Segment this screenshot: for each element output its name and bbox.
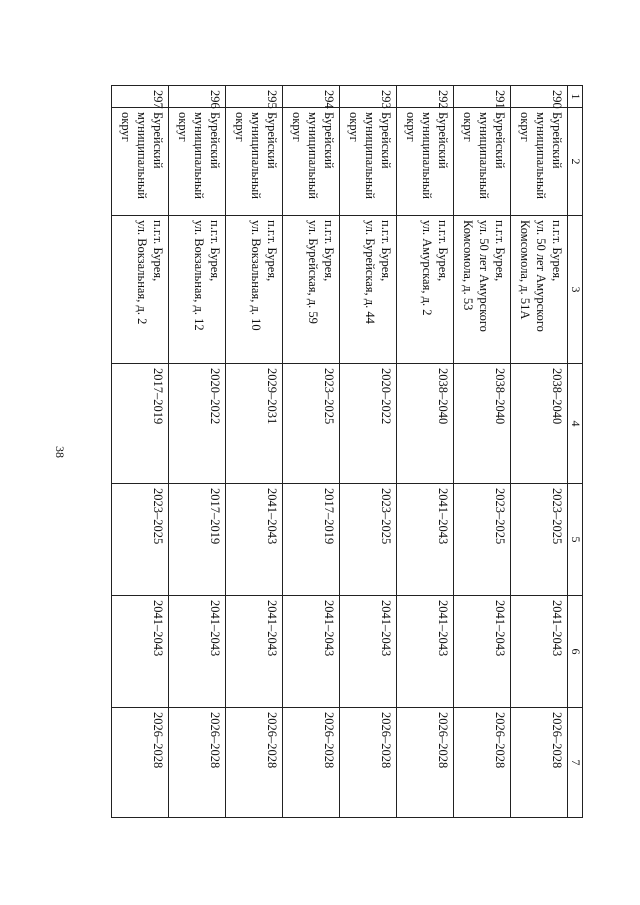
period-cell-7: 2026–2028: [397, 708, 454, 818]
period-cell-7: 2026–2028: [454, 708, 511, 818]
period-cell-6: 2041–2043: [340, 596, 397, 708]
row-number-cell: 292: [397, 86, 454, 108]
period-cell-5: 2023–2025: [454, 484, 511, 596]
period-cell-6: 2041–2043: [454, 596, 511, 708]
district-cell: [340, 108, 397, 216]
period-cell-5: 2023–2025: [112, 484, 169, 596]
period-cell-5: 2017–2019: [283, 484, 340, 596]
district-cell-line: муниципальный: [192, 112, 206, 199]
district-cell-line: муниципальный: [420, 112, 434, 199]
row-number-cell: 297: [112, 86, 169, 108]
district-cell-line: муниципальный: [363, 112, 377, 199]
period-cell-7: 2026–2028: [283, 708, 340, 818]
address-cell-line: ул. Вокзальная, д. 2: [135, 220, 149, 325]
address-cell: [226, 216, 283, 364]
district-cell-line: Бурейский: [550, 112, 564, 169]
period-cell-6: 2041–2043: [169, 596, 226, 708]
period-cell-5: 2023–2025: [511, 484, 568, 596]
period-cell-5: 2017–2019: [169, 484, 226, 596]
address-cell: [397, 216, 454, 364]
district-cell-line: округ: [404, 112, 418, 142]
address-cell-line: Комсомола, д. 51А: [518, 220, 532, 320]
period-cell-6: 2041–2043: [283, 596, 340, 708]
address-cell-line: п.г.т. Бурея,: [436, 220, 450, 282]
address-cell-line: ул. 50 лет Амурского: [534, 220, 548, 332]
district-cell: [169, 108, 226, 216]
schedule-table: [111, 85, 583, 818]
district-cell-line: Бурейский: [379, 112, 393, 169]
address-cell-line: ул. 50 лет Амурского: [477, 220, 491, 332]
district-cell-line: округ: [233, 112, 247, 142]
address-cell: [340, 216, 397, 364]
district-cell-line: Бурейский: [436, 112, 450, 169]
period-cell-4: 2038–2040: [397, 364, 454, 484]
address-cell-line: п.г.т. Бурея,: [379, 220, 393, 282]
header-cell-6: 6: [568, 596, 583, 708]
district-cell-line: округ: [461, 112, 475, 142]
table-row: [112, 86, 169, 818]
address-cell-line: ул. Бурейская, д. 44: [363, 220, 377, 324]
table-row: [169, 86, 226, 818]
district-cell: [397, 108, 454, 216]
district-cell: [511, 108, 568, 216]
period-cell-6: 2041–2043: [112, 596, 169, 708]
district-cell: [283, 108, 340, 216]
period-cell-7: 2026–2028: [169, 708, 226, 818]
period-cell-7: 2026–2028: [340, 708, 397, 818]
row-number-cell: 290: [511, 86, 568, 108]
period-cell-6: 2041–2043: [226, 596, 283, 708]
period-cell-4: 2020–2022: [340, 364, 397, 484]
district-cell-line: Бурейский: [265, 112, 279, 169]
period-cell-7: 2026–2028: [226, 708, 283, 818]
address-cell-line: п.г.т. Бурея,: [493, 220, 507, 282]
district-cell-line: округ: [290, 112, 304, 142]
district-cell-line: округ: [176, 112, 190, 142]
row-number-cell: 291: [454, 86, 511, 108]
period-cell-7: 2026–2028: [112, 708, 169, 818]
address-cell-line: п.г.т. Бурея,: [322, 220, 336, 282]
header-cell-1: 1: [568, 86, 583, 108]
district-cell-line: округ: [347, 112, 361, 142]
period-cell-6: 2041–2043: [511, 596, 568, 708]
row-number-cell: 294: [283, 86, 340, 108]
district-cell-line: муниципальный: [477, 112, 491, 199]
row-number-cell: 293: [340, 86, 397, 108]
rotated-table-container: [113, 85, 583, 817]
table-row: [454, 86, 511, 818]
district-cell-line: муниципальный: [534, 112, 548, 199]
period-cell-4: 2023–2025: [283, 364, 340, 484]
period-cell-5: 2023–2025: [340, 484, 397, 596]
address-cell-line: ул. Вокзальная, д. 12: [192, 220, 206, 331]
district-cell-line: округ: [119, 112, 133, 142]
period-cell-7: 2026–2028: [511, 708, 568, 818]
address-cell-line: ул. Бурейская, д. 59: [306, 220, 320, 324]
table-row: [397, 86, 454, 818]
address-cell-line: п.г.т. Бурея,: [151, 220, 165, 282]
address-cell-line: п.г.т. Бурея,: [265, 220, 279, 282]
row-number-cell: 296: [169, 86, 226, 108]
table-row: [340, 86, 397, 818]
table-body: [112, 86, 568, 818]
district-cell-line: Бурейский: [322, 112, 336, 169]
page-number: 38: [53, 446, 67, 458]
header-cell-4: 4: [568, 364, 583, 484]
period-cell-4: 2020–2022: [169, 364, 226, 484]
header-cell-2: 2: [568, 108, 583, 216]
period-cell-5: 2041–2043: [226, 484, 283, 596]
address-cell: [112, 216, 169, 364]
period-cell-5: 2041–2043: [397, 484, 454, 596]
district-cell-line: округ: [518, 112, 532, 142]
address-cell: [283, 216, 340, 364]
address-cell: [511, 216, 568, 364]
address-cell-line: ул. Вокзальная, д. 10: [249, 220, 263, 331]
district-cell: [454, 108, 511, 216]
address-cell-line: п.г.т. Бурея,: [550, 220, 564, 282]
table-row: [511, 86, 568, 818]
district-cell-line: муниципальный: [249, 112, 263, 199]
district-cell-line: Бурейский: [208, 112, 222, 169]
address-cell-line: ул. Амурская, д. 2: [420, 220, 434, 316]
address-cell-line: Комсомола, д. 53: [461, 220, 475, 311]
district-cell-line: муниципальный: [135, 112, 149, 199]
address-cell-line: п.г.т. Бурея,: [208, 220, 222, 282]
address-cell: [169, 216, 226, 364]
table-row: [283, 86, 340, 818]
period-cell-6: 2041–2043: [397, 596, 454, 708]
district-cell-line: муниципальный: [306, 112, 320, 199]
district-cell-line: Бурейский: [151, 112, 165, 169]
period-cell-4: 2029–2031: [226, 364, 283, 484]
header-cell-7: 7: [568, 708, 583, 818]
district-cell: [226, 108, 283, 216]
row-number-cell: 295: [226, 86, 283, 108]
header-cell-3: 3: [568, 216, 583, 364]
header-row: [568, 86, 583, 818]
table-row: [226, 86, 283, 818]
header-cell-5: 5: [568, 484, 583, 596]
period-cell-4: 2017–2019: [112, 364, 169, 484]
district-cell-line: Бурейский: [493, 112, 507, 169]
period-cell-4: 2038–2040: [454, 364, 511, 484]
district-cell: [112, 108, 169, 216]
address-cell: [454, 216, 511, 364]
period-cell-4: 2038–2040: [511, 364, 568, 484]
